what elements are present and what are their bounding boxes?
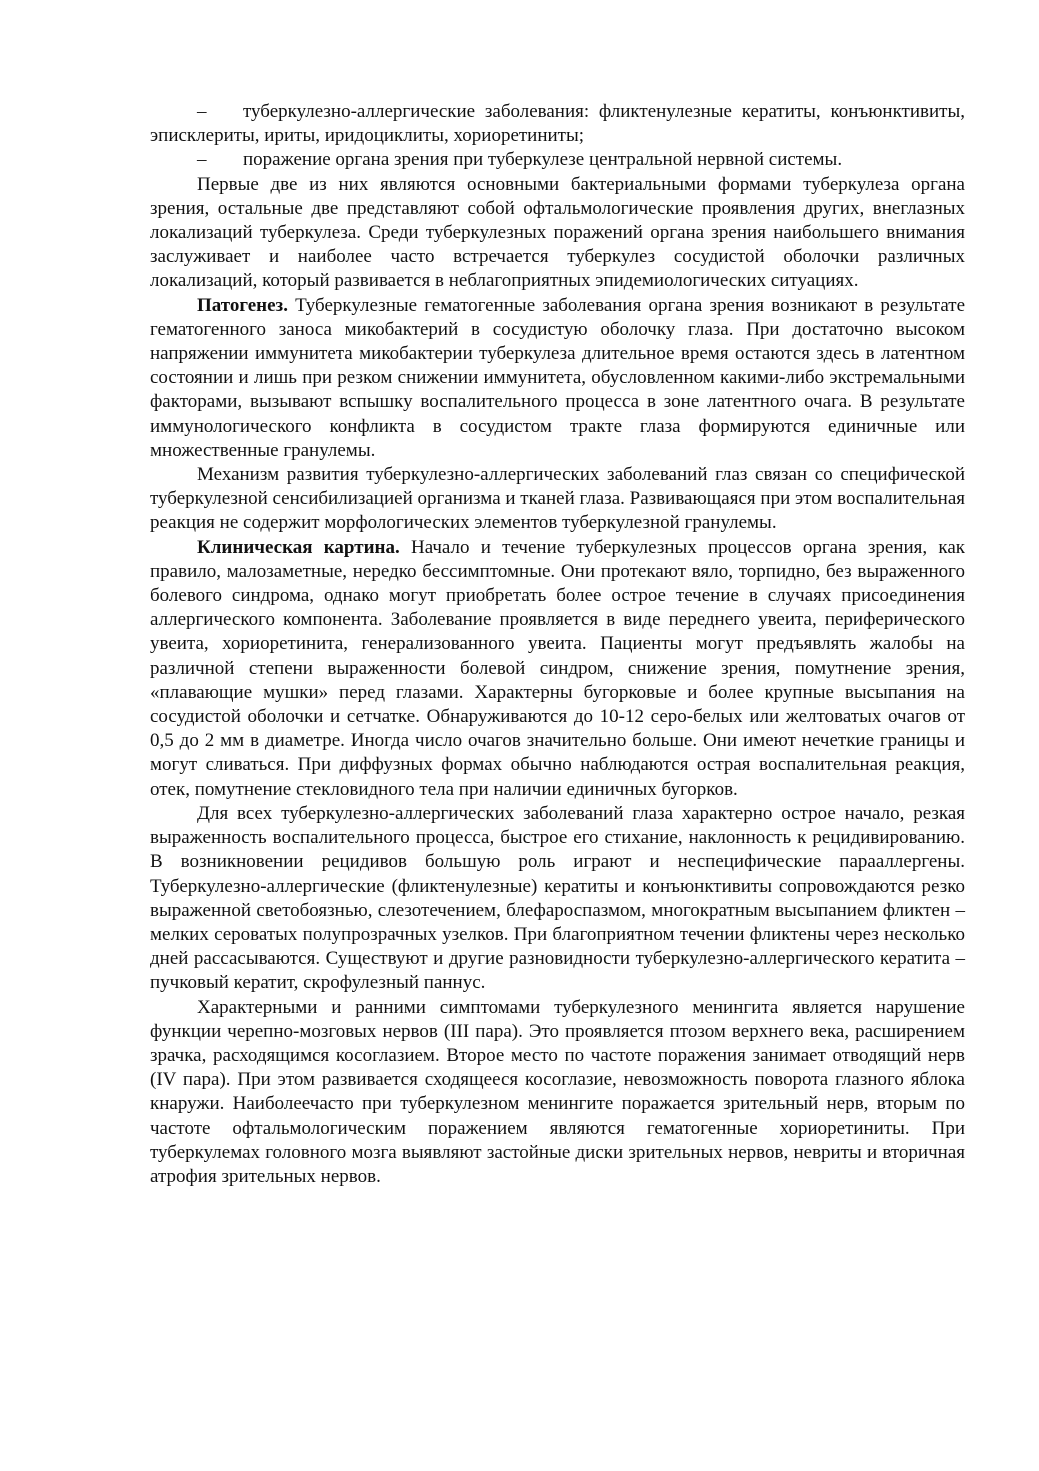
- paragraph-meningitis: [150, 996, 965, 1190]
- paragraph-text: Первые две из них являются основными бактериальными формами туберкулеза органа зрения, остальные две представляют собой офтальмологические проявления других, внеглазных локализаций туберкулеза. Среди туберкулезных поражений органа зрения наибольшего внимания заслуживает и наиболее часто встречается туберкулез сосудистой оболочки различных локализаций, который развивается в неблагоприятных эпидемиологических ситуациях.: [150, 173, 965, 292]
- section-heading-pathogenesis: Патогенез.: [197, 294, 288, 316]
- paragraph-allergic-diseases: [150, 802, 965, 996]
- list-item-text: поражение органа зрения при туберкулезе центральной нервной системы.: [243, 149, 843, 171]
- paragraph-text: Начало и течение туберкулезных процессов органа зрения, как правило, малозаметные, нередко бессимптомные. Они протекают вяло, торпидно, без выраженного болевого синдрома, однако могут приобретать более острое течение в случаях присоединения аллергического компонента. Заболевание проявляется в виде переднего увеита, периферического увеита, хориоретинита, генерализованного увеита. Пациенты могут предъявлять жалобы на различной степени выраженности болевой синдром, снижение зрения, помутнение зрения, «плавающие мушки» перед глазами. Характерны бугорковые и более крупные высыпания на сосудистой оболочки и сетчатке. Обнаруживаются до 10-12 серо-белых или желтоватых очагов от 0,5 до 2 мм в диаметре. Иногда число очагов значительно больше. Они имеют нечеткие границы и могут сливаться. При диффузных формах обычно наблюдаются острая воспалительная реакция, отек, помутнение стекловидного тела при наличии единичных бугорков.: [150, 536, 965, 800]
- paragraph-overview: [150, 173, 965, 294]
- list-item: [150, 148, 965, 172]
- section-heading-clinical-picture: Клиническая картина.: [197, 536, 400, 558]
- paragraph-mechanism: [150, 463, 965, 536]
- paragraph-text: Характерными и ранними симптомами туберкулезного менингита является нарушение функции черепно-мозговых нервов (III пара). Это проявляется птозом верхнего века, расширением зрачка, расходящимся косоглазием. Второе место по частоте поражения занимает отводящий нерв (IV пара). При этом развивается сходящееся косоглазие, невозможность поворота глазного яблока кнаружи. Наиболеечасто при туберкулезном менингите поражается зрительный нерв, вторым по частоте офтальмологическим поражением являются гематогенные хориоретиниты. При туберкулемах головного мозга выявляют застойные диски зрительных нервов, невриты и вторичная атрофия зрительных нервов.: [150, 996, 965, 1187]
- list-item-text: туберкулезно-аллергические заболевания: фликтенулезные кератиты, конъюнктивиты, эписклериты, ириты, иридоциклиты, хориоретиниты;: [150, 101, 965, 147]
- paragraph-text: Механизм развития туберкулезно-аллергических заболеваний глаз связан со специфической туберкулезной сенсибилизацией организма и тканей глаза. Развивающаяся при этом воспалительная реакция не содержит морфологических элементов туберкулезной гранулемы.: [150, 464, 965, 534]
- paragraph-text: Для всех туберкулезно-аллергических заболеваний глаза характерно острое начало, резкая выраженность воспалительного процесса, быстрое его стихание, наклонность к рецидивированию. В возникновении рецидивов большую роль играют и неспецифические парааллергены. Туберкулезно-аллергические (фликтенулезные) кератиты и конъюнктивиты сопровождаются резко выраженной светобоязнью, слезотечением, блефароспазмом, многократным высыпанием фликтен – мелких сероватых полупрозрачных узелков. При благоприятном течении фликтены через несколько дней рассасываются. Существуют и другие разновидности туберкулезно-аллергического кератита – пучковый кератит, скрофулезный паннус.: [150, 802, 965, 994]
- paragraph-text: Туберкулезные гематогенные заболевания органа зрения возникают в результате гематогенного заноса микобактерий в сосудистую оболочку глаза. При достаточно высоком напряжении иммунитета микобактерии туберкулеза длительное время остаются здесь в латентном состоянии и лишь при резком снижении иммунитета, обусловленном какими-либо экстремальными факторами, вызывают вспышку воспалительного процесса в зоне латентного очага. В результате иммунологического конфликта в сосудистом тракте глаза формируются единичные или множественные гранулемы.: [150, 294, 965, 461]
- document-page: [150, 100, 965, 1189]
- paragraph-clinical-picture: [150, 536, 965, 802]
- list-dash: –: [197, 101, 207, 122]
- paragraph-pathogenesis: [150, 294, 965, 463]
- list-dash: –: [197, 149, 207, 171]
- list-item: [150, 100, 965, 148]
